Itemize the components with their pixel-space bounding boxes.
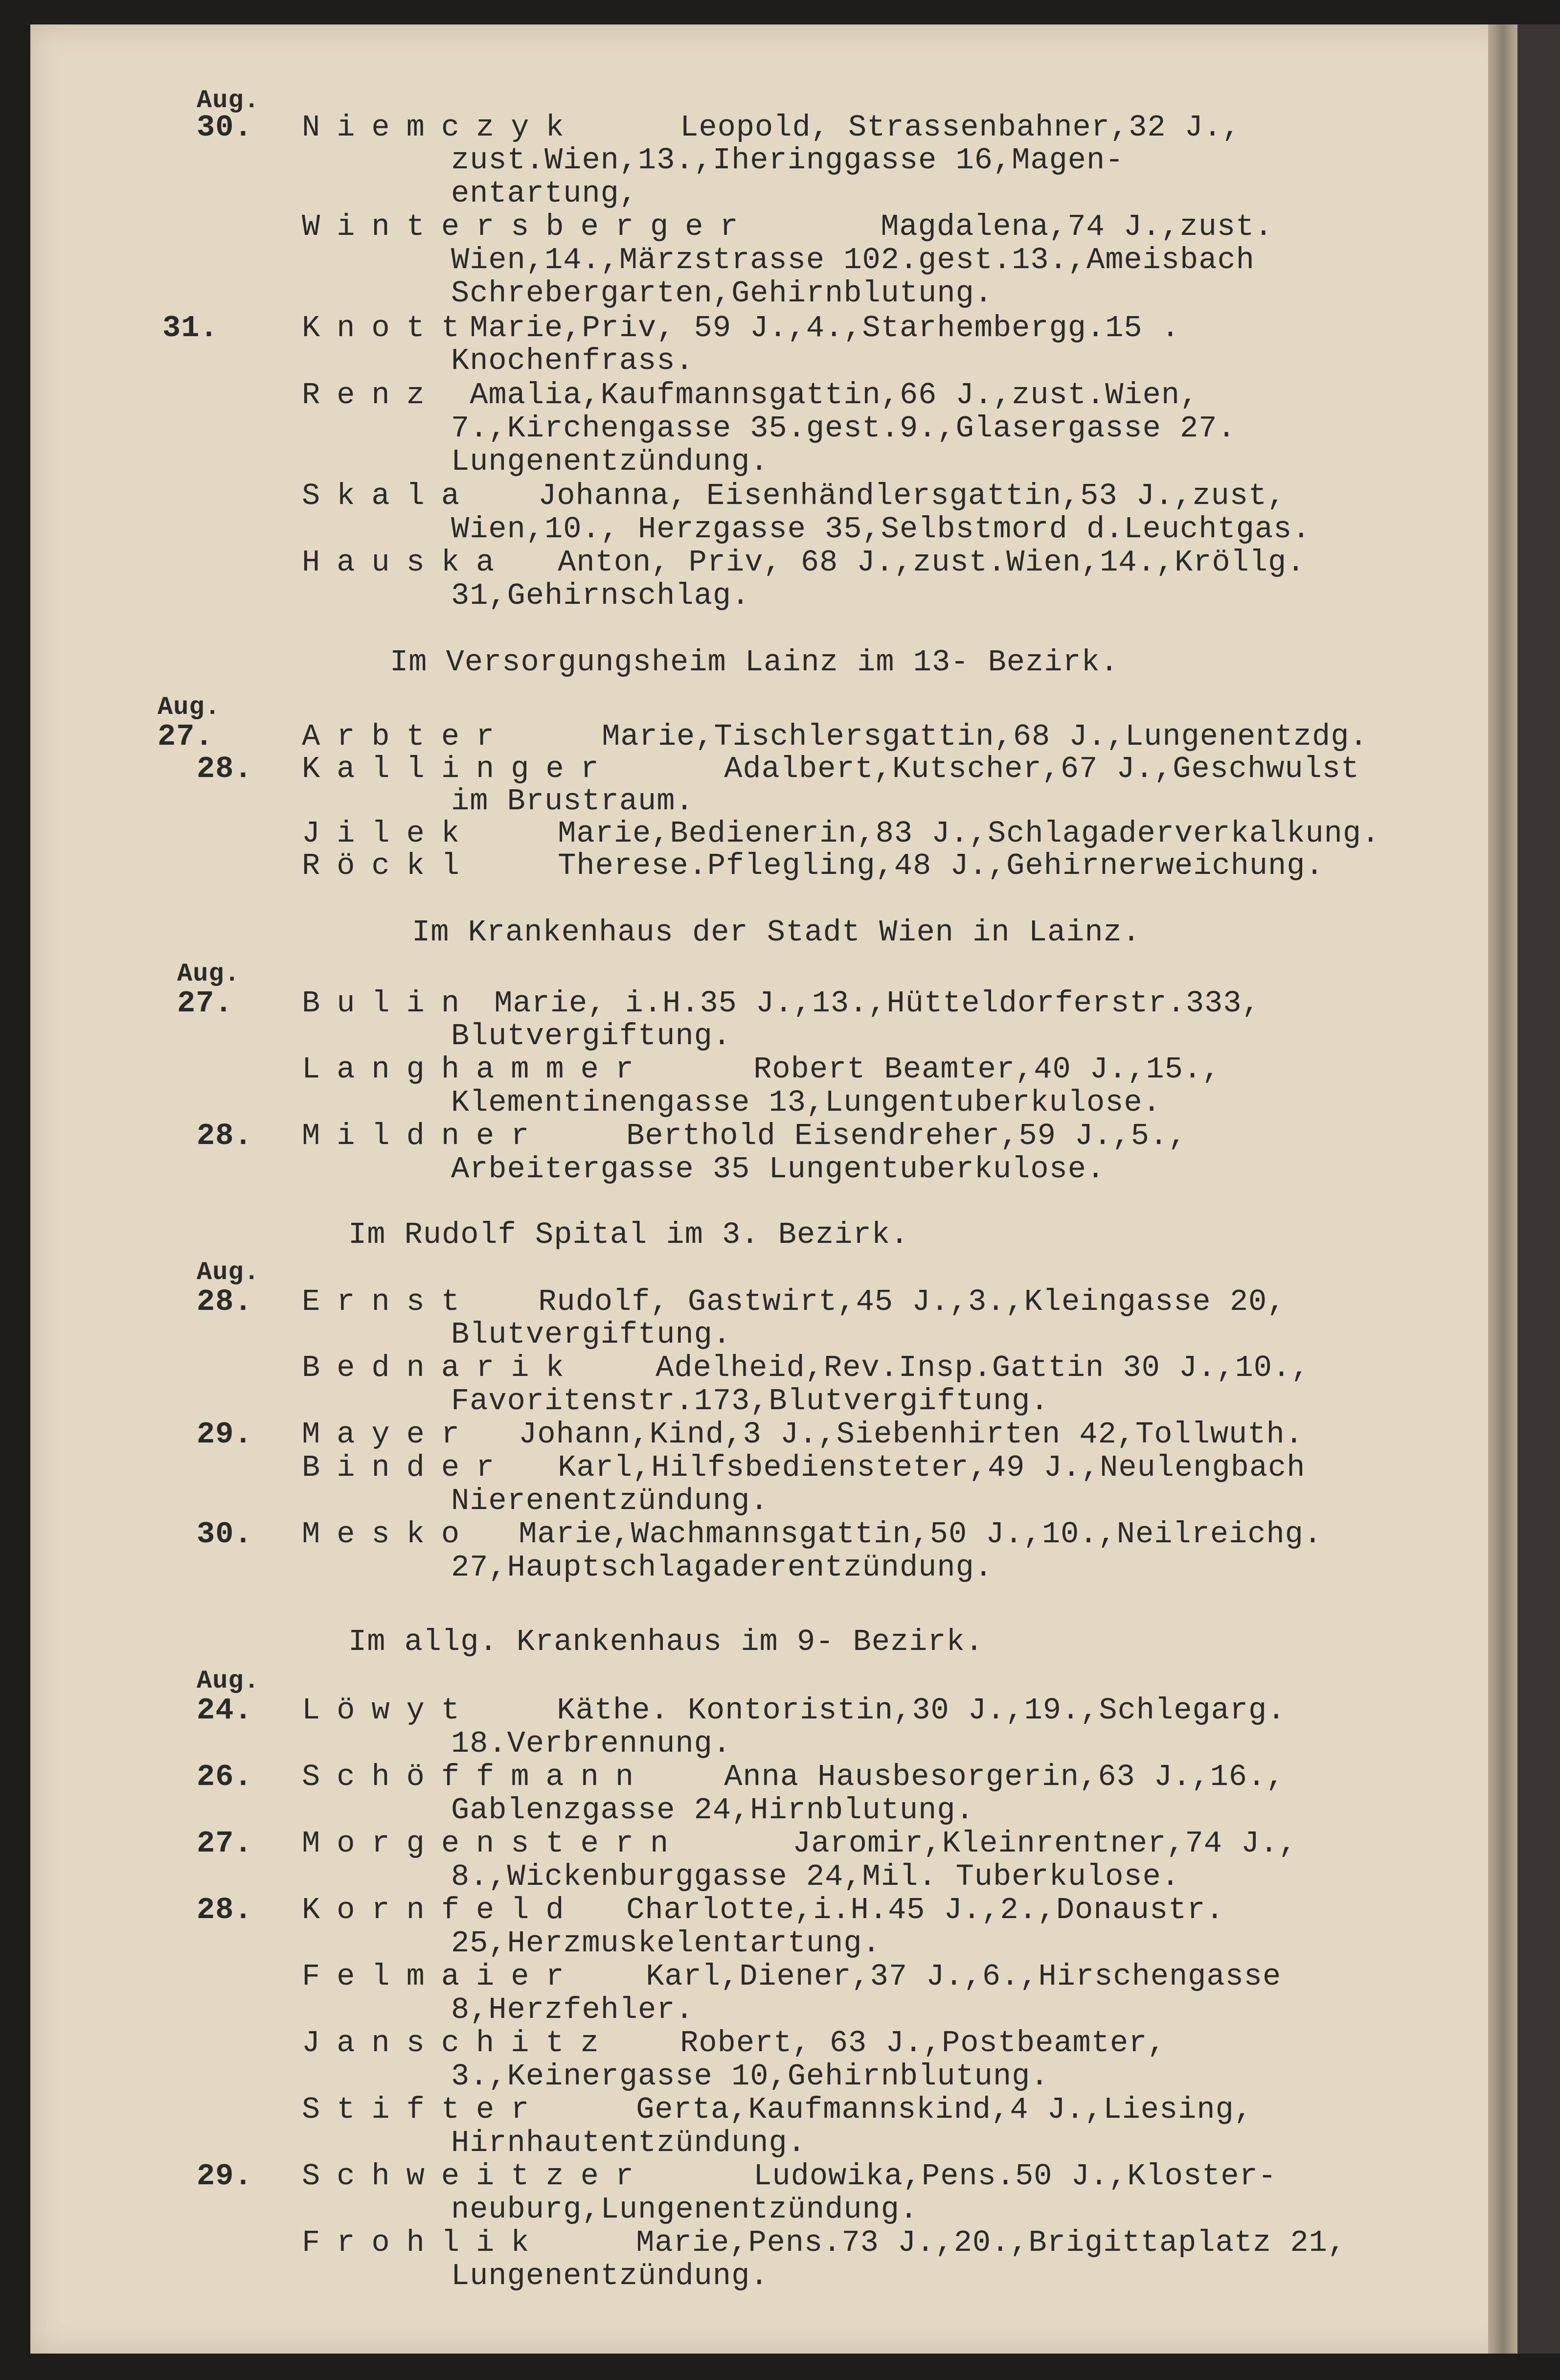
entry-text: Magdalena,74 J.,zust. [862,209,1273,244]
entry-text: Leopold, Strassenbahner,32 J., [661,110,1241,145]
entry-text: Karl,Hilfsbediensteter,49 J.,Neulengbach [539,1450,1306,1485]
entry-continuation: Klementinengasse 13,Lungentuberkulose. [451,1085,1161,1120]
entry-continuation: Lungenentzündung. [451,2259,769,2293]
entry-surname: Langhammer [302,1052,651,1087]
entry-continuation: Knochenfrass. [451,343,694,378]
entry-surname: Renz [302,378,441,412]
entry-surname: Janschitz [302,2026,615,2060]
entry-surname: Bulin [302,986,476,1021]
entry-surname: Niemczyk [302,110,581,145]
entry-text: Robert, 63 J.,Postbeamter, [661,2026,1166,2060]
entry-surname: Schweitzer [302,2159,651,2194]
entry-text: Rudolf, Gastwirt,45 J.,3.,Kleingasse 20, [520,1284,1286,1319]
entry-continuation: entartung, [451,176,638,211]
date-month: Aug. [197,86,260,115]
entry-continuation: Schrebergarten,Gehirnblutung. [451,276,993,311]
date-day: 28. [197,1119,253,1153]
entry-surname: Bednarik [302,1350,581,1385]
entry-continuation: Wien,14.,Märzstrasse 102.gest.13.,Ameisbach [451,243,1255,277]
date-day: 24. [197,1693,253,1728]
entry-continuation: zust.Wien,13.,Iheringgasse 16,Magen- [451,143,1124,178]
date-month: Aug. [158,693,221,722]
entry-surname: Stifter [302,2092,546,2127]
entry-continuation: 3.,Keinergasse 10,Gehirnblutung. [451,2059,1049,2094]
entry-continuation: Lungenentzündung. [451,444,769,479]
entry-text: Marie,Bedienerin,83 J.,Schlagaderverkalkung. [539,816,1380,851]
entry-text: Gerta,Kaufmannskind,4 J.,Liesing, [617,2092,1253,2127]
entry-continuation: Arbeitergasse 35 Lungentuberkulose. [451,1152,1106,1187]
date-day: 31. [162,311,219,345]
entry-text: Charlotte,i.H.45 J.,2.,Donaustr. [608,1893,1224,1927]
date-day: 28. [197,752,253,786]
entry-surname: Frohlik [302,2225,546,2260]
document-page [30,24,1517,2354]
entry-text: Jaromir,Kleinrentner,74 J., [774,1826,1297,1861]
entry-continuation: 27,Hauptschlagaderentzündung. [451,1550,993,1585]
section-header: Im allg. Krankenhaus im 9- Bezirk. [348,1625,984,1659]
entry-continuation: Favoritenstr.173,Blutvergiftung. [451,1384,1049,1419]
entry-surname: Skala [302,479,476,513]
entry-surname: Löwyt [302,1693,476,1728]
date-day: 30. [197,1517,253,1552]
entry-surname: Felmaier [302,1959,581,1994]
entry-continuation: im Brustraum. [451,784,694,819]
entry-surname: Schöffmann [302,1760,651,1794]
entry-continuation: Wien,10., Herzgasse 35,Selbstmord d.Leuchtgas. [451,512,1311,547]
entry-continuation: Blutvergiftung. [451,1019,732,1053]
entry-surname: Jilek [302,816,476,851]
entry-continuation: Hirnhautentzündung. [451,2126,806,2160]
entry-continuation: 18.Verbrennung. [451,1726,732,1761]
entry-continuation: neuburg,Lungenentzündung. [451,2192,919,2227]
date-day: 29. [197,1417,253,1452]
entry-text: Therese.Pflegling,48 J.,Gehirnerweichung. [539,848,1324,883]
entry-continuation: 8,Herzfehler. [451,1992,694,2027]
date-month: Aug. [197,1258,260,1287]
entry-text: Marie,Pens.73 J.,20.,Brigittaplatz 21, [617,2225,1347,2260]
entry-surname: Mayer [302,1417,476,1452]
date-month: Aug. [197,1667,260,1695]
entry-text: Adelheid,Rev.Insp.Gattin 30 J.,10., [637,1350,1310,1385]
entry-surname: Morgenstern [302,1826,685,1861]
entry-continuation: 8.,Wickenburggasse 24,Mil. Tuberkulose. [451,1859,1180,1894]
entry-text: Karl,Diener,37 J.,6.,Hirschengasse [627,1959,1282,1994]
entry-continuation: 31,Gehirnschlag. [451,578,750,613]
entry-surname: Knott [302,311,476,345]
entry-text: Johann,Kind,3 J.,Siebenhirten 42,Tollwuth. [500,1417,1304,1452]
entry-surname: Mesko [302,1517,476,1552]
entry-surname: Ernst [302,1284,476,1319]
entry-text: Adalbert,Kutscher,67 J.,Geschwulst [705,752,1360,786]
entry-text: Ludowika,Pens.50 J.,Kloster- [735,2159,1277,2194]
date-day: 27. [158,719,214,754]
entry-text: Käthe. Kontoristin,30 J.,19.,Schlegarg. [520,1693,1286,1728]
date-day: 30. [197,110,253,145]
entry-surname: Arbter [302,719,511,754]
entry-text: Marie,Tischlersgattin,68 J.,Lungenentzdg. [583,719,1368,754]
date-day: 29. [197,2159,253,2194]
entry-text: Anna Hausbesorgerin,63 J.,16., [705,1760,1285,1794]
date-day: 27. [197,1826,253,1861]
entry-surname: Binder [302,1450,511,1485]
entry-continuation: Gablenzgasse 24,Hirnblutung. [451,1793,974,1828]
entry-text: Marie, i.H.35 J.,13.,Hütteldorferstr.333, [475,986,1261,1021]
section-header: Im Rudolf Spital im 3. Bezirk. [348,1217,909,1252]
entry-continuation: Nierenentzündung. [451,1484,769,1518]
section-header: Im Versorgungsheim Lainz im 13- Bezirk. [390,645,1119,680]
section-header: Im Krankenhaus der Stadt Wien in Lainz. [412,915,1141,950]
entry-text: Amalia,Kaufmannsgattin,66 J.,zust.Wien, [451,378,1199,412]
entry-surname: Wintersberger [302,209,755,244]
entry-text: Robert Beamter,40 J.,15., [735,1052,1221,1087]
date-day: 26. [197,1760,253,1794]
entry-text: Berthold Eisendreher,59 J.,5., [608,1119,1187,1153]
date-day: 28. [197,1893,253,1927]
entry-surname: Hauska [302,545,511,580]
entry-text: Marie,Wachmannsgattin,50 J.,10.,Neilreichg. [500,1517,1323,1552]
date-day: 28. [197,1284,253,1319]
entry-surname: Röckl [302,848,476,883]
date-month: Aug. [177,960,240,988]
entry-text: Anton, Priv, 68 J.,zust.Wien,14.,Kröllg. [539,545,1306,580]
entry-text: Johanna, Eisenhändlersgattin,53 J.,zust, [520,479,1286,513]
date-day: 27. [177,986,233,1021]
book-edge [1517,24,1560,2354]
entry-continuation: Blutvergiftung. [451,1317,732,1352]
entry-continuation: 25,Herzmuskelentartung. [451,1926,881,1961]
entry-continuation: 7.,Kirchengasse 35.gest.9.,Glasergasse 27. [451,411,1236,446]
entry-surname: Kallinger [302,752,615,786]
entry-surname: Kornfeld [302,1893,581,1927]
entry-surname: Mildner [302,1119,546,1153]
entry-text: Marie,Priv, 59 J.,4.,Starhembergg.15 . [451,311,1180,345]
page-fold [1488,24,1517,2354]
